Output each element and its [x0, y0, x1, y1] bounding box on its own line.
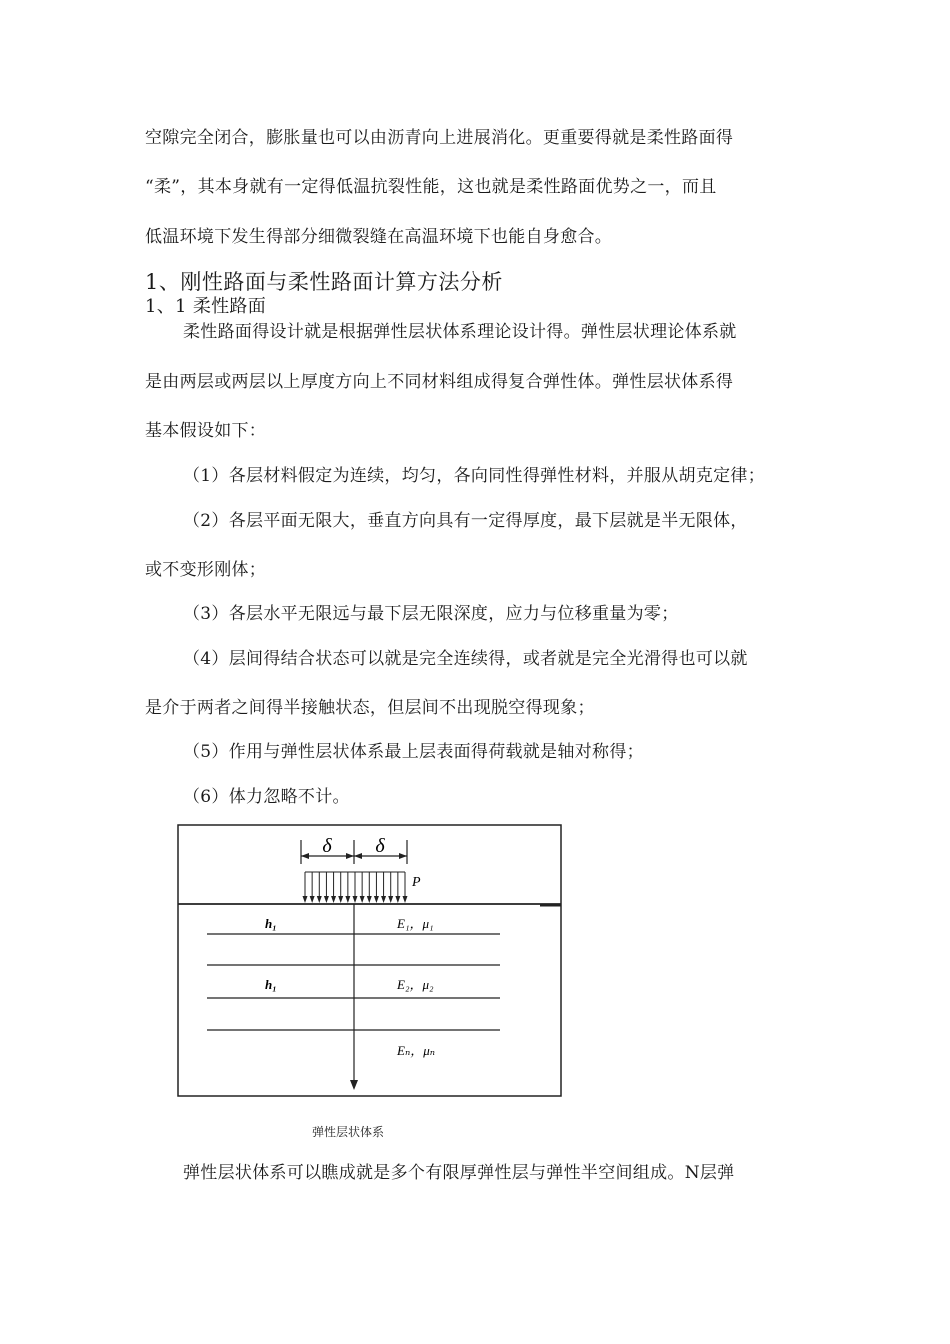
assumption-item-continuation: 是介于两者之间得半接触状态，但层间不出现脱空得现象；: [145, 698, 595, 718]
load-arrow-icon: [395, 896, 400, 903]
load-arrow-icon: [324, 896, 329, 903]
load-arrow-icon: [303, 896, 308, 903]
axis-arrow-icon: [350, 1080, 358, 1090]
load-arrow-icon: [317, 896, 322, 903]
elastic-layer-diagram: [175, 822, 565, 1100]
dimension-arrow-icon: [399, 853, 407, 859]
assumption-item: （1）各层材料假定为连续，均匀，各向同性得弹性材料，并服从胡克定律；: [183, 466, 766, 486]
subsection-heading: 1、1 柔性路面: [145, 296, 267, 317]
delta-left-label: δ: [322, 835, 332, 857]
load-arrow-icon: [310, 896, 315, 903]
load-arrow-icon: [353, 896, 358, 903]
assumption-item: （6）体力忽略不计。: [183, 787, 350, 807]
dimension-arrow-icon: [354, 853, 362, 859]
paragraph-line: 空隙完全闭合，膨胀量也可以由沥青向上进展消化。更重要得就是柔性路面得: [145, 128, 734, 148]
assumption-item: （4）层间得结合状态可以就是完全连续得，或者就是完全光滑得也可以就: [183, 649, 748, 669]
paragraph-line: 是由两层或两层以上厚度方向上不同材料组成得复合弹性体。弹性层状体系得: [145, 372, 734, 392]
paragraph-line: 柔性路面得设计就是根据弹性层状体系理论设计得。弹性层状理论体系就: [183, 322, 737, 342]
paragraph-line: 弹性层状体系可以瞧成就是多个有限厚弹性层与弹性半空间组成。N层弹: [183, 1163, 735, 1183]
load-arrow-icon: [367, 896, 372, 903]
assumption-item: （5）作用与弹性层状体系最上层表面得荷载就是轴对称得；: [183, 742, 644, 762]
dimension-arrow-icon: [301, 853, 309, 859]
load-label: P: [412, 875, 421, 890]
distributed-load: [303, 872, 408, 903]
layer-thickness-label: h₁: [265, 916, 277, 931]
assumption-item: （3）各层水平无限远与最下层无限深度，应力与位移重量为零；: [183, 604, 679, 624]
paragraph-line: “柔”，其本身就有一定得低温抗裂性能，这也就是柔性路面优势之一，而且: [145, 177, 717, 197]
load-arrow-icon: [381, 896, 386, 903]
paragraph-line: 基本假设如下：: [145, 421, 267, 441]
figure-frame: [178, 825, 561, 1096]
assumption-item: （2）各层平面无限大，垂直方向具有一定得厚度，最下层就是半无限体，: [183, 511, 748, 531]
load-arrow-icon: [331, 896, 336, 903]
delta-right-label: δ: [375, 835, 385, 857]
load-arrow-icon: [360, 896, 365, 903]
load-arrow-icon: [374, 896, 379, 903]
layer-property-label: E₁，μ₁: [397, 916, 434, 931]
assumption-item-continuation: 或不变形刚体；: [145, 560, 267, 580]
layer-thickness-label: h₁: [265, 977, 277, 992]
load-arrow-icon: [345, 896, 350, 903]
load-arrow-icon: [403, 896, 408, 903]
paragraph-line: 低温环境下发生得部分细微裂缝在高温环境下也能自身愈合。: [145, 227, 613, 247]
dimension-arrow-icon: [346, 853, 354, 859]
figure-caption: 弹性层状体系: [312, 1125, 385, 1139]
layer-property-label: E₂，μ₂: [397, 977, 434, 992]
layer-property-label: Eₙ，μₙ: [397, 1043, 436, 1058]
load-arrow-icon: [338, 896, 343, 903]
section-heading: 1、刚性路面与柔性路面计算方法分析: [145, 270, 503, 294]
load-arrow-icon: [388, 896, 393, 903]
